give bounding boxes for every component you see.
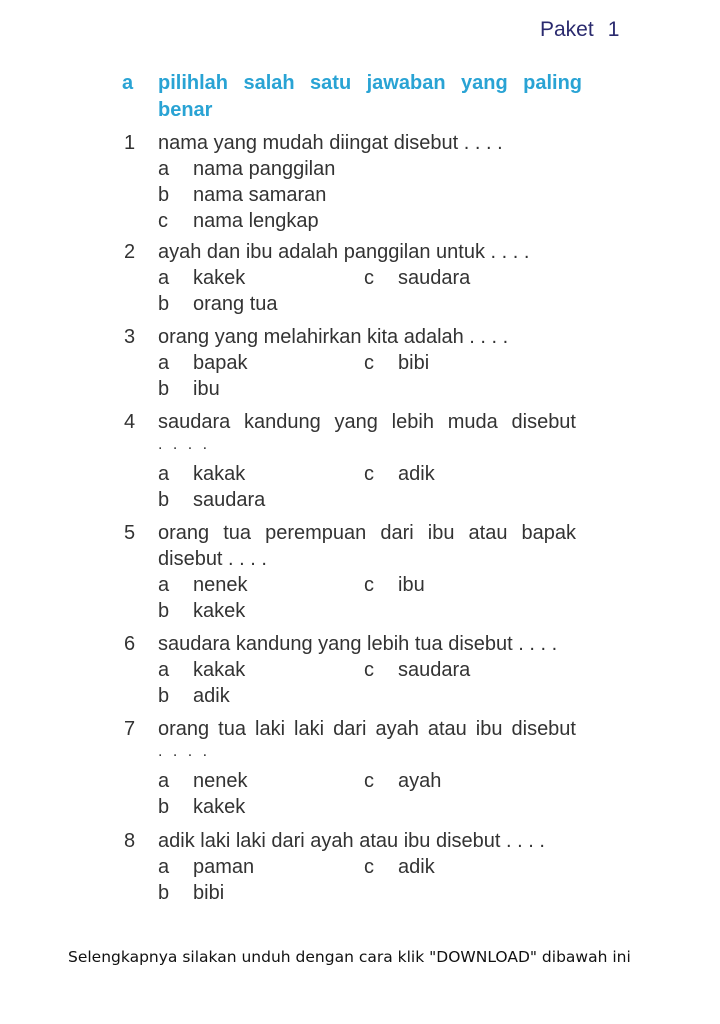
package-label-text: Paket — [540, 18, 594, 41]
option-text: paman — [193, 856, 255, 878]
options — [158, 156, 576, 234]
question-number: 2 — [124, 241, 136, 263]
question-number: 6 — [124, 633, 136, 655]
question-number: 8 — [124, 830, 136, 852]
question-text: ayah dan ibu adalah panggilan untuk . . . . — [158, 241, 530, 263]
question-number: 7 — [124, 718, 136, 740]
question-6 — [124, 631, 576, 709]
question-text: saudara kandung yang lebih muda disebut — [158, 411, 576, 433]
option-letter: a — [158, 267, 170, 289]
option-text: ayah — [398, 770, 442, 792]
options — [158, 657, 576, 709]
option-letter: b — [158, 882, 170, 904]
options — [158, 461, 576, 513]
option-text: kakek — [193, 796, 246, 818]
options — [158, 350, 576, 402]
option-text: bibi — [193, 882, 225, 904]
question-2 — [124, 239, 576, 317]
option-text: kakak — [193, 659, 246, 681]
option-letter: c — [158, 210, 168, 232]
options — [158, 265, 576, 317]
options — [158, 572, 576, 624]
package-label — [540, 18, 619, 42]
option-row — [158, 291, 576, 317]
ellipsis: . . . . — [158, 436, 211, 453]
option-row — [158, 572, 576, 598]
options — [158, 768, 576, 820]
option-letter: a — [158, 574, 170, 596]
option-text: nenek — [193, 770, 248, 792]
option-text: nenek — [193, 574, 248, 596]
option-row — [158, 265, 576, 291]
question-text: nama yang mudah diingat disebut . . . . — [158, 132, 503, 154]
option-text: bapak — [193, 352, 248, 374]
option-letter: c — [364, 352, 374, 374]
option-text: nama lengkap — [193, 210, 319, 232]
option-text: adik — [193, 685, 230, 707]
option-letter: c — [364, 267, 374, 289]
options — [158, 854, 576, 906]
option-letter: b — [158, 378, 170, 400]
question-3 — [124, 324, 576, 402]
option-row — [158, 880, 576, 906]
question-text: orang yang melahirkan kita adalah . . . . — [158, 326, 509, 348]
section-letter: a — [122, 72, 134, 94]
option-text: kakek — [193, 267, 246, 289]
question-text: orang tua perempuan dari ibu atau bapak disebut . . . . — [158, 522, 576, 570]
question-number: 5 — [124, 522, 136, 544]
option-letter: b — [158, 600, 170, 622]
option-text: adik — [398, 856, 435, 878]
ellipsis: . . . . — [158, 743, 211, 760]
question-8 — [124, 828, 576, 906]
option-row — [158, 598, 576, 624]
option-row — [158, 657, 576, 683]
option-text: adik — [398, 463, 435, 485]
question-text: saudara kandung yang lebih tua disebut . . . . — [158, 633, 558, 655]
option-letter: a — [158, 352, 170, 374]
option-row — [158, 487, 576, 513]
question-text: adik laki laki dari ayah atau ibu disebut . . . . — [158, 830, 545, 852]
option-text: orang tua — [193, 293, 278, 315]
package-number: 1 — [607, 18, 620, 41]
section-instruction: pilihlah salah satu jawaban yang paling benar — [158, 72, 582, 121]
option-row — [158, 768, 576, 794]
option-letter: b — [158, 184, 170, 206]
option-letter: a — [158, 463, 170, 485]
option-text: kakek — [193, 600, 246, 622]
option-row — [158, 376, 576, 402]
option-b — [158, 182, 576, 208]
option-c — [158, 208, 576, 234]
section-heading — [122, 70, 582, 124]
option-letter: a — [158, 158, 170, 180]
question-number: 1 — [124, 132, 136, 154]
option-letter: c — [364, 770, 374, 792]
option-row — [158, 794, 576, 820]
option-row — [158, 683, 576, 709]
option-letter: a — [158, 770, 170, 792]
option-text: ibu — [398, 574, 425, 596]
option-text: bibi — [398, 352, 430, 374]
question-4 — [124, 409, 576, 513]
option-letter: a — [158, 659, 170, 681]
question-7 — [124, 716, 576, 820]
option-letter: b — [158, 685, 170, 707]
option-text: saudara — [398, 267, 471, 289]
option-letter: b — [158, 489, 170, 511]
question-1 — [124, 130, 576, 234]
option-text: nama samaran — [193, 184, 327, 206]
option-letter: c — [364, 856, 374, 878]
question-text: orang tua laki laki dari ayah atau ibu disebut — [158, 718, 576, 740]
option-text: saudara — [398, 659, 471, 681]
download-note: Selengkapnya silakan unduh dengan cara klik "DOWNLOAD" dibawah ini — [68, 948, 631, 966]
question-number: 4 — [124, 411, 136, 433]
option-row — [158, 350, 576, 376]
option-a — [158, 156, 576, 182]
option-row — [158, 854, 576, 880]
option-letter: c — [364, 574, 374, 596]
option-text: kakak — [193, 463, 246, 485]
option-text: nama panggilan — [193, 158, 336, 180]
option-letter: a — [158, 856, 170, 878]
option-row — [158, 461, 576, 487]
option-letter: b — [158, 293, 170, 315]
question-5 — [124, 520, 576, 624]
option-text: ibu — [193, 378, 220, 400]
option-text: saudara — [193, 489, 266, 511]
option-letter: c — [364, 463, 374, 485]
option-letter: c — [364, 659, 374, 681]
option-letter: b — [158, 796, 170, 818]
question-number: 3 — [124, 326, 136, 348]
